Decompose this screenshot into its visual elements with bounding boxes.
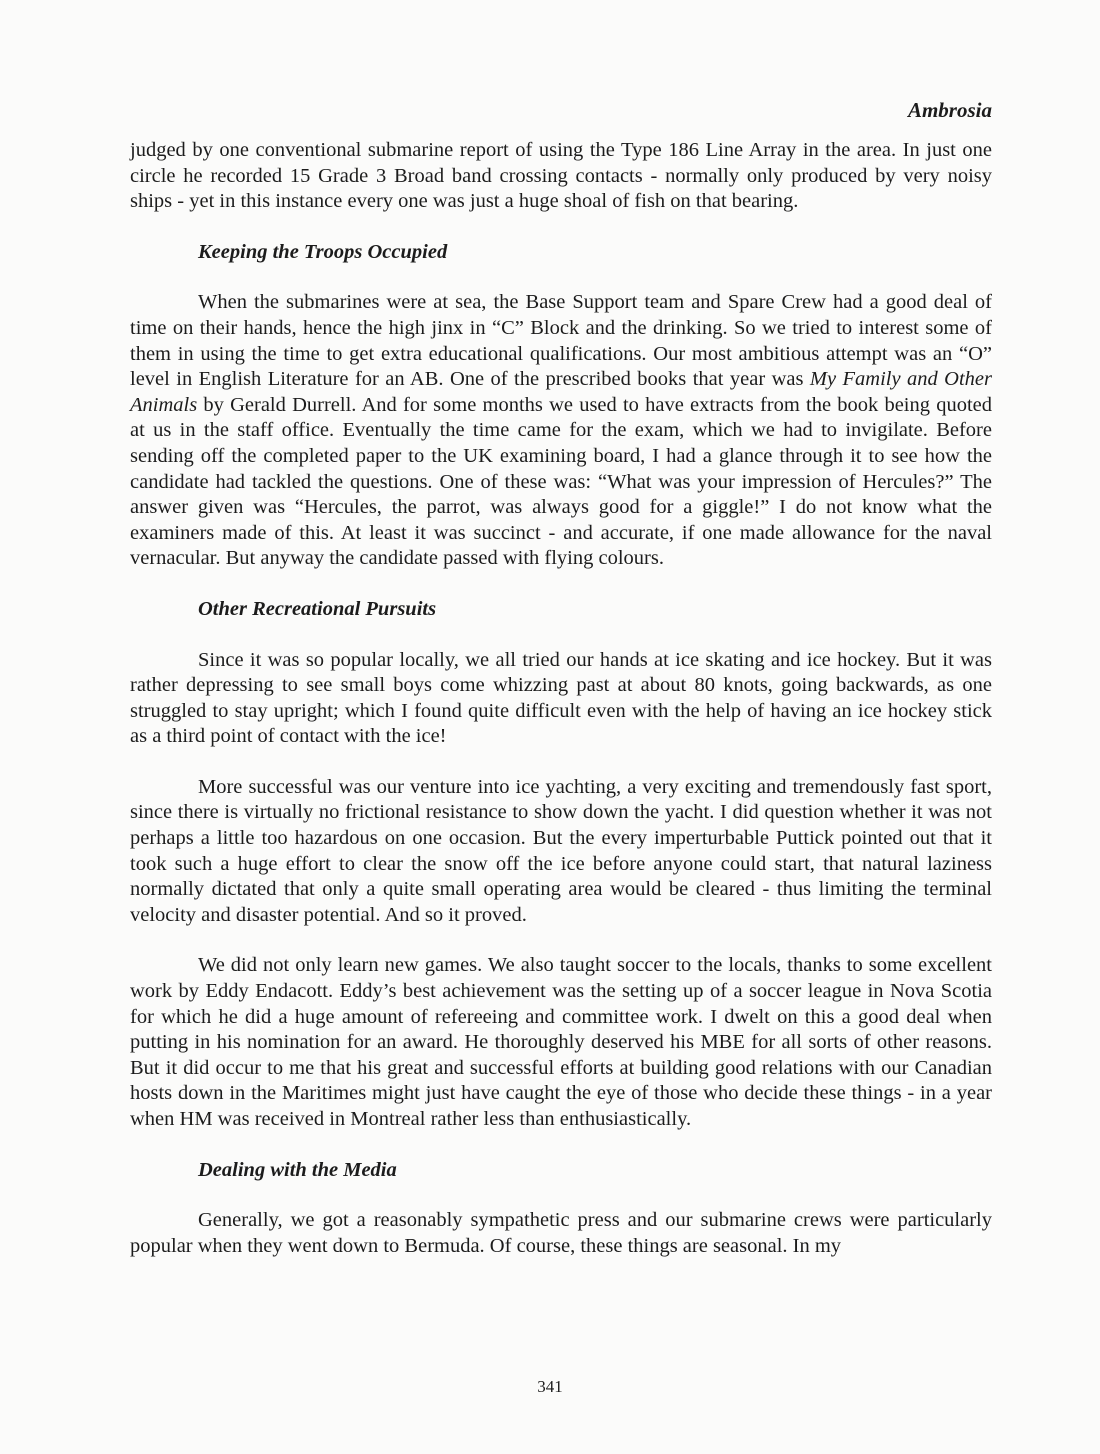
- paragraph-troops-part1: When the submarines were at sea, the Base Support team and Spare Crew had a good deal of time on their hands, hence the high jinx in “C” Block and the drinking. So we tried to interest some of them in using the time to get extra educational qualifications. Our most ambitious attempt was an “O” level in English Literature for an AB. One of the prescribed books that year was: [130, 291, 992, 391]
- paragraph-troops-part2: by Gerald Durrell. And for some months we used to have extracts from the book being quoted at us in the staff office. Eventually the time came for the exam, which we had to invigilate. Before sending off the completed paper to the UK examining board, I had a glance through it to see how the candidate had tackled the questions. One of these was: “What was your impression of Hercules?” The answer given was “Hercules, the parrot, was always good for a giggle!” I do not know what the examiners made of this. At least it was succinct - and accurate, if one made allowance for the naval vernacular. But anyway the candidate passed with flying colours.: [130, 393, 992, 570]
- paragraph-media: Generally, we got a reasonably sympathetic press and our submarine crews were particularly popular when they went down to Bermuda. Of course, these things are seasonal. In my: [130, 1209, 992, 1257]
- paragraph-soccer: We did not only learn new games. We also taught soccer to the locals, thanks to some excellent work by Eddy Endacott. Eddy’s best achievement was the setting up of a soccer league in Nova Scotia for which he did a huge amount of refereeing and committee work. I dwelt on this a good deal when putting in his nomination for an award. He thoroughly deserved his MBE for all sorts of other reasons. But it did occur to me that his great and successful efforts at building good relations with our Canadian hosts down in the Maritimes might just have caught the eye of those who decide these things - in a year when HM was received in Montreal rather less than enthusiastically.: [130, 954, 992, 1130]
- running-header: Ambrosia: [907, 98, 992, 122]
- body-text: [130, 138, 992, 1259]
- paragraph-ice-skating: Since it was so popular locally, we all tried our hands at ice skating and ice hockey. But it was rather depressing to see small boys come whizzing past at about 80 knots, going backwards, as one struggled to stay upright; which I found quite difficult even with the help of having an ice hockey stick as a third point of contact with the ice!: [130, 648, 992, 748]
- section-heading-keeping-troops-occupied: Keeping the Troops Occupied: [198, 240, 448, 263]
- section-heading-other-recreational-pursuits: Other Recreational Pursuits: [198, 597, 437, 620]
- paragraph-continued: judged by one conventional submarine report of using the Type 186 Line Array in the area. In just one circle he recorded 15 Grade 3 Broad band crossing contacts - normally only produced by very noisy ships - yet in this instance every one was just a huge shoal of fish on that bearing.: [130, 139, 992, 213]
- paragraph-ice-yachting: More successful was our venture into ice yachting, a very exciting and tremendously fast sport, since there is virtually no frictional resistance to show down the yacht. I did question whether it was not perhaps a little too hazardous on one occasion. But the every imperturbable Puttick pointed out that it took such a huge effort to clear the snow off the ice before anyone could start, that natural laziness normally dictated that only a quite small operating area would be cleared - thus limiting the terminal velocity and disaster potential. And so it proved.: [130, 775, 992, 926]
- section-heading-dealing-with-media: Dealing with the Media: [198, 1158, 397, 1181]
- paragraph-troops: [130, 290, 992, 572]
- page-number: 341: [537, 1377, 563, 1396]
- book-title: My Family and Other Animals: [130, 368, 992, 416]
